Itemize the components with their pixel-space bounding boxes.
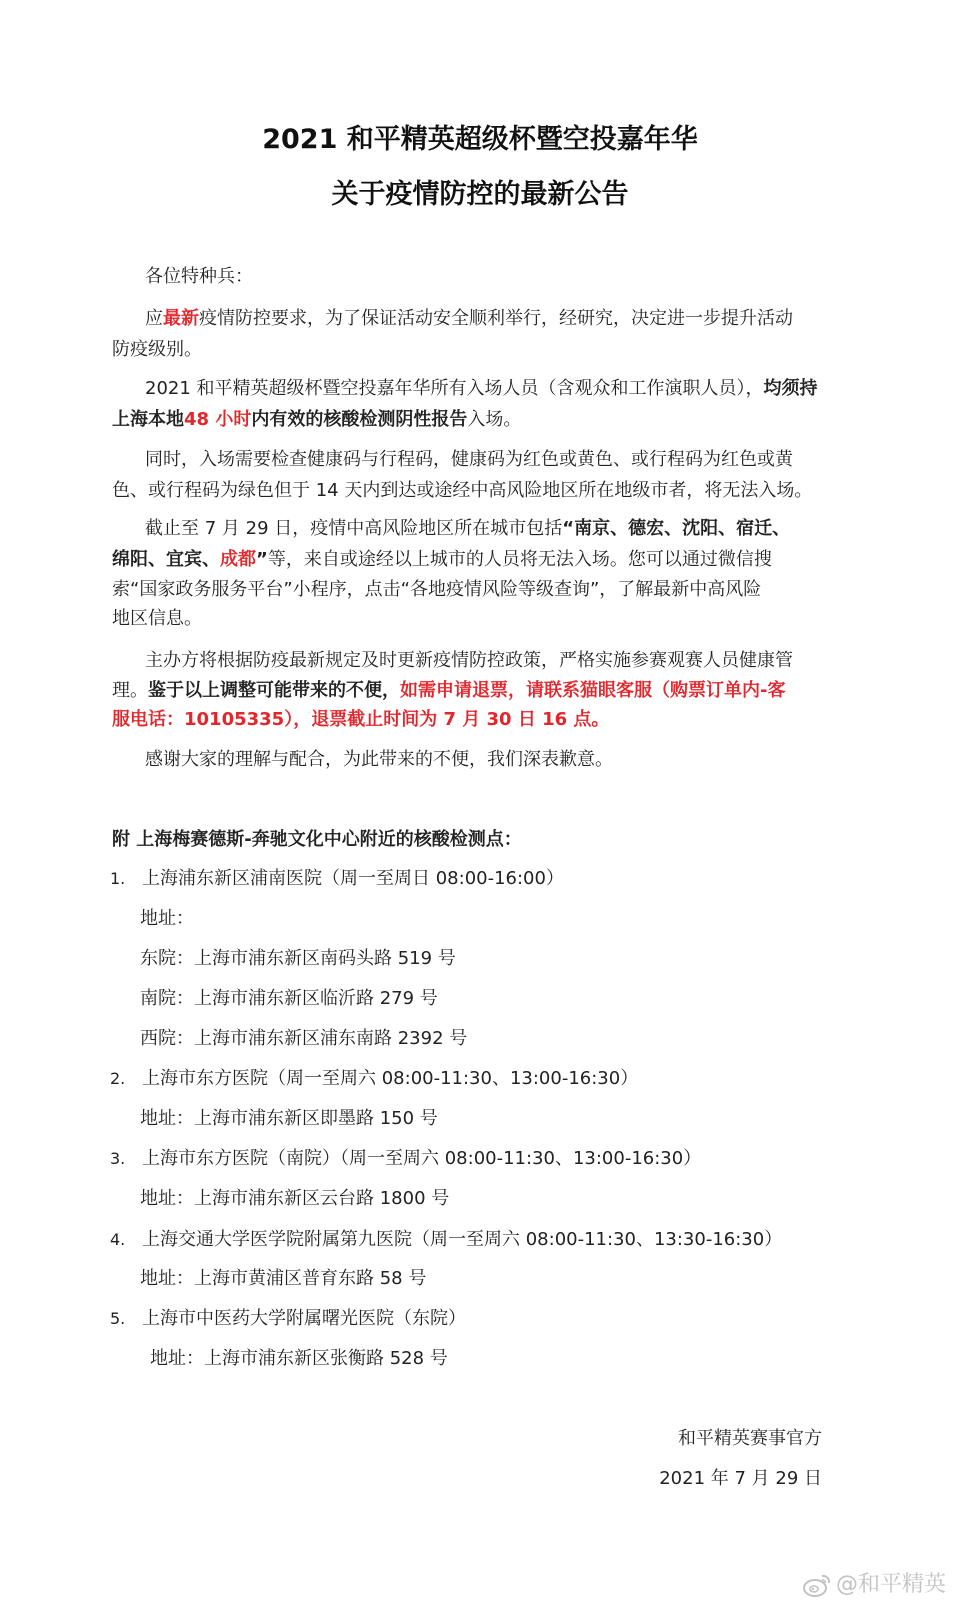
site-name: 上海交通大学医学院附属第九医院（周一至周六 08:00-11:30、13:30-16:30） — [142, 1229, 783, 1250]
paragraph-4-line-4: 地区信息。 — [112, 608, 202, 629]
site-address: 西院：上海市浦东新区浦东南路 2392 号 — [140, 1028, 468, 1049]
site-number: 3. — [110, 1149, 126, 1168]
paragraph-4-line-1 — [145, 513, 822, 545]
text: 应 — [145, 308, 163, 329]
paragraph-5-line-2 — [112, 675, 822, 707]
site-name: 上海市东方医院（周一至周六 08:00-11:30、13:00-16:30） — [142, 1068, 639, 1089]
text: 理。 — [112, 680, 148, 701]
site-number: 5. — [110, 1309, 126, 1328]
paragraph-2-line-1 — [145, 373, 822, 405]
site-address: 地址：上海市浦东新区张衡路 528 号 — [150, 1348, 448, 1369]
bold-text: “南京、德宏、沈阳、宿迁、 — [562, 518, 791, 539]
bold-text: ” — [256, 549, 268, 570]
weibo-icon — [802, 1572, 832, 1598]
paragraph-2-line-2 — [112, 404, 822, 436]
appendix-title: 附 上海梅赛德斯-奔驰文化中心附近的核酸检测点： — [112, 829, 522, 850]
site-address: 南院：上海市浦东新区临沂路 279 号 — [140, 988, 438, 1009]
paragraph-1-line-1 — [145, 303, 822, 335]
site-name: 上海市东方医院（南院）（周一至周六 08:00-11:30、13:00-16:30） — [142, 1148, 702, 1169]
bold-text: 绵阳、宜宾、 — [112, 549, 220, 570]
paragraph-3-line-2: 色、或行程码为绿色但于 14 天内到达或途经中高风险地区所在地级市者，将无法入场。 — [112, 480, 813, 501]
title-line-1: 2021 和平精英超级杯暨空投嘉年华 — [262, 124, 698, 155]
site-name: 上海市中医药大学附属曙光医院（东院） — [142, 1308, 466, 1329]
watermark-text: @和平精英 — [835, 1572, 946, 1597]
paragraph-5-line-1: 主办方将根据防疫最新规定及时更新疫情防控政策，严格实施参赛观赛人员健康管 — [145, 650, 793, 671]
paragraph-6: 感谢大家的理解与配合，为此带来的不便，我们深表歉意。 — [145, 749, 613, 770]
site-address: 地址：上海市浦东新区云台路 1800 号 — [140, 1188, 450, 1209]
paragraph-4-line-3: 索“国家政务服务平台”小程序，点击“各地疫情风险等级查询”，了解最新中高风险 — [112, 579, 762, 600]
refund-notice: 如需申请退票，请联系猫眼客服（购票订单内-客 — [400, 680, 786, 701]
site-number: 1. — [110, 869, 126, 888]
text: 入场。 — [467, 409, 522, 430]
site-name: 上海浦东新区浦南医院（周一至周日 08:00-16:00） — [142, 868, 564, 889]
date: 2021 年 7 月 29 日 — [659, 1468, 822, 1489]
paragraph-1-line-2: 防疫级别。 — [112, 339, 202, 360]
site-number: 4. — [110, 1230, 126, 1249]
refund-notice: 服电话：10105335），退票截止时间为 7 月 30 日 16 点。 — [112, 709, 610, 730]
text: 疫情防控要求，为了保证活动安全顺利举行，经研究，决定进一步提升活动 — [199, 308, 793, 329]
paragraph-4-line-2 — [112, 544, 822, 576]
site-number: 2. — [110, 1069, 126, 1088]
site-address: 地址：上海市黄浦区普育东路 58 号 — [140, 1268, 427, 1289]
bold-text: 上海本地 — [112, 409, 184, 430]
site-address: 地址： — [140, 908, 194, 929]
salutation: 各位特种兵： — [145, 266, 253, 287]
title-line-2: 关于疫情防控的最新公告 — [331, 179, 629, 210]
highlight-latest: 最新 — [163, 308, 199, 329]
watermark — [802, 1570, 946, 1600]
bold-text: 鉴于以上调整可能带来的不便， — [148, 680, 400, 701]
paragraph-3-line-1: 同时，入场需要检查健康码与行程码，健康码为红色或黄色、或行程码为红色或黄 — [145, 449, 793, 470]
bold-text: 均须持 — [763, 378, 818, 399]
text: 2021 和平精英超级杯暨空投嘉年华所有入场人员（含观众和工作演职人员）， — [145, 378, 764, 399]
site-address: 东院：上海市浦东新区南码头路 519 号 — [140, 948, 456, 969]
highlight-chengdu: 成都 — [220, 549, 256, 570]
paragraph-5-line-3 — [112, 704, 822, 736]
signature: 和平精英赛事官方 — [678, 1428, 822, 1449]
text: 等，来自或途经以上城市的人员将无法入场。您可以通过微信搜 — [267, 549, 772, 570]
highlight-48-hours: 48 小时 — [184, 409, 252, 430]
bold-text: 内有效的核酸检测阴性报告 — [251, 409, 468, 430]
site-address: 地址：上海市浦东新区即墨路 150 号 — [140, 1108, 438, 1129]
text: 截止至 7 月 29 日，疫情中高风险地区所在城市包括 — [145, 518, 563, 539]
